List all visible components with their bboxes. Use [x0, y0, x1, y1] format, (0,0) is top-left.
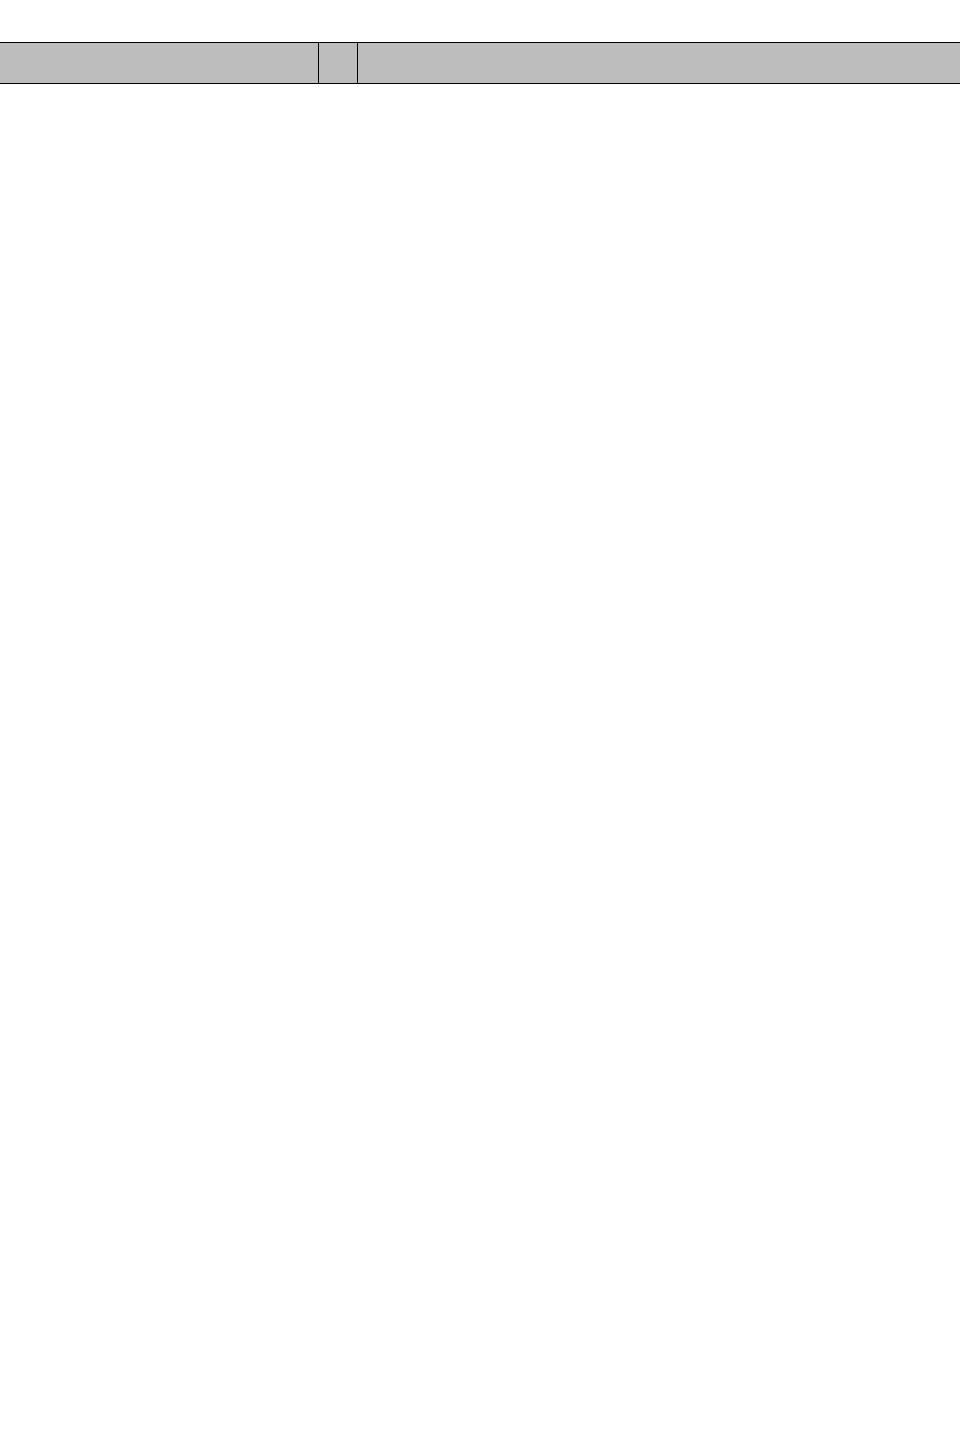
title-bar [0, 0, 960, 42]
column-header [0, 42, 960, 84]
header-divider [357, 43, 358, 83]
header-divider [318, 43, 319, 83]
